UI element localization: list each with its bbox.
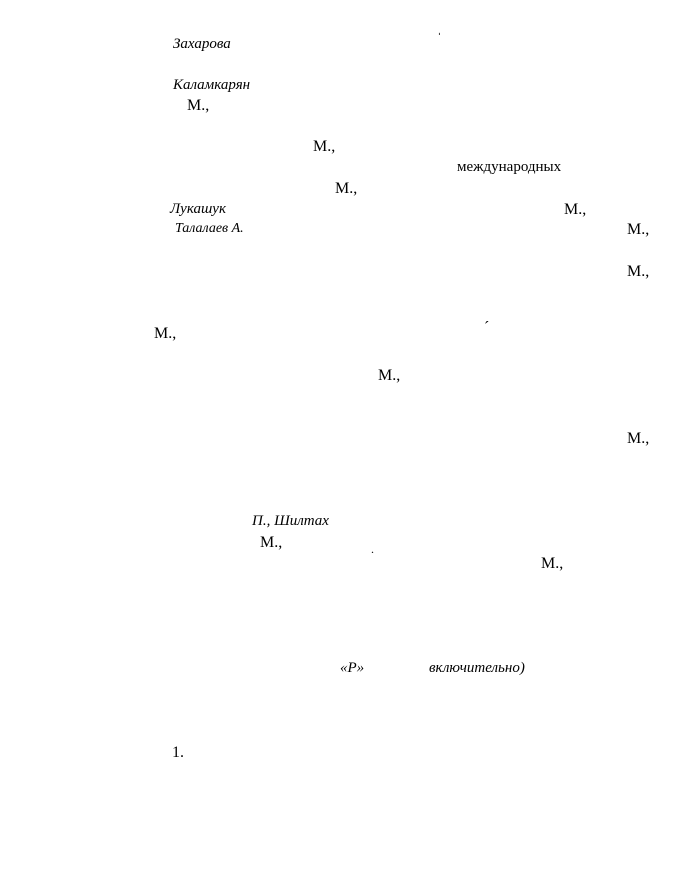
text-fragment-city: М., (378, 367, 401, 384)
text-fragment-city: М., (627, 221, 650, 238)
text-fragment-mark: . (371, 542, 374, 556)
text-fragment-author: Талалаев А. (175, 221, 244, 236)
text-fragment-author: П., Шилтах (252, 513, 329, 529)
text-fragment-city: М., (627, 430, 650, 447)
text-fragment-city: М., (154, 325, 177, 342)
text-fragment-mark: ´ (484, 319, 490, 336)
text-fragment-author: Лукашук (170, 201, 226, 217)
text-fragment-city: М., (260, 534, 283, 551)
text-fragment-city: М., (187, 97, 210, 114)
text-fragment-mark: ˌ (437, 21, 442, 36)
text-fragment-city: М., (627, 263, 650, 280)
text-fragment-author: Захарова (173, 36, 231, 52)
text-fragment-letter: «Р» (340, 660, 365, 676)
text-fragment-city: М., (564, 201, 587, 218)
text-fragment-city: М., (541, 555, 564, 572)
text-fragment-word: международных (457, 159, 562, 175)
text-fragment-author: Каламкарян (173, 77, 251, 93)
text-fragment-word: включительно) (429, 660, 525, 676)
text-fragment-city: М., (313, 138, 336, 155)
text-fragment-city: М., (335, 180, 358, 197)
text-fragment-number: 1. (172, 744, 184, 761)
